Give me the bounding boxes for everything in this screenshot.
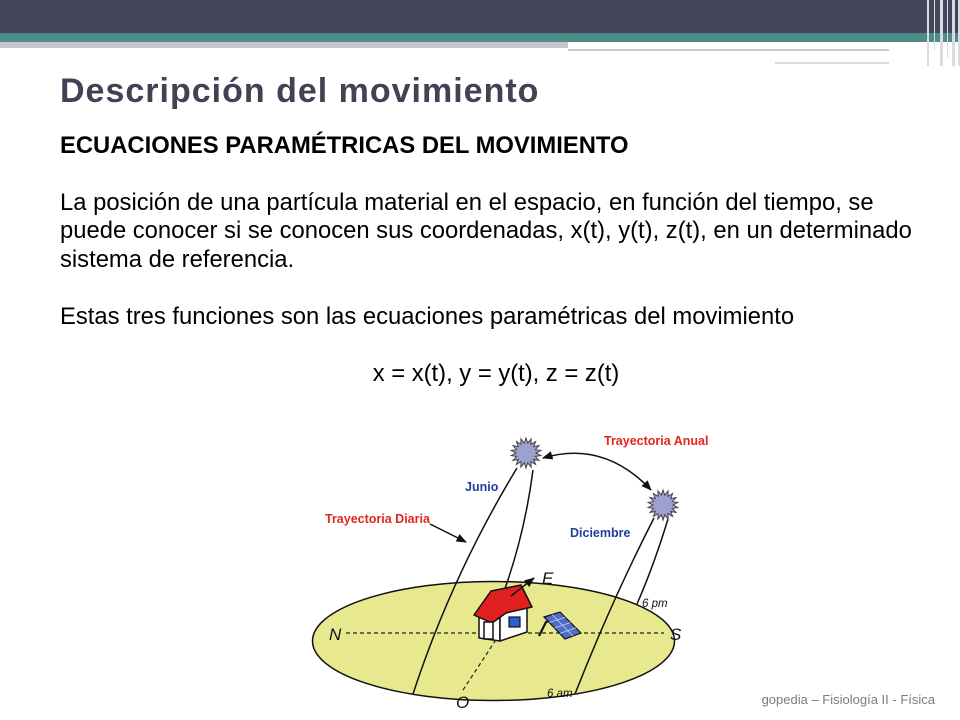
house-door [484,622,493,639]
corner-stripe [952,0,955,66]
annual-path-arrow [543,453,651,490]
annual-path-label: Trayectoria Anual [604,434,709,448]
body-statement: Estas tres funciones son las ecuaciones paramétricas del movimiento [60,303,795,331]
header-bar [0,0,960,33]
time-am-label: 6 am [547,688,573,700]
body-paragraph: La posición de una partícula material en el espacio, en función del tiempo, se puede conocer si se conocen sus coordenadas, x(t), y(t), z(t), en un determinado sistema de referencia. [60,188,912,273]
december-label: Diciembre [570,526,631,540]
west-label: O [456,693,470,712]
corner-stripe [940,0,943,66]
house-window [509,617,520,627]
corner-stripe [927,0,929,66]
june-label: Junio [465,480,499,494]
parametric-equations: x = x(t), y = y(t), z = z(t) [372,360,620,388]
header-accent-stripe [0,33,960,42]
sun-path-diagram [300,420,730,716]
slide-title: Descripción del movimiento [60,72,540,110]
daily-path-leader-arrow [430,524,466,542]
header-gray-stripe [0,42,568,48]
sun-june-icon [511,438,541,468]
east-label: E [542,569,554,588]
corner-stripe [934,0,935,50]
north-label: N [329,625,342,644]
slide-body [60,132,932,389]
daily-path-label: Trayectoria Diaria [325,512,430,526]
time-pm-label: 6 pm [642,598,668,610]
south-label: S [670,625,682,644]
corner-stripe [947,0,948,58]
slide-footer: gopedia – Fisiología II - Física [761,692,935,707]
section-heading: ECUACIONES PARAMÉTRICAS DEL MOVIMIENTO [60,131,629,159]
sun-december-icon [648,490,678,520]
header-rule [568,49,889,51]
header-rule-short [775,62,889,64]
december-daily-path-east [637,519,668,604]
